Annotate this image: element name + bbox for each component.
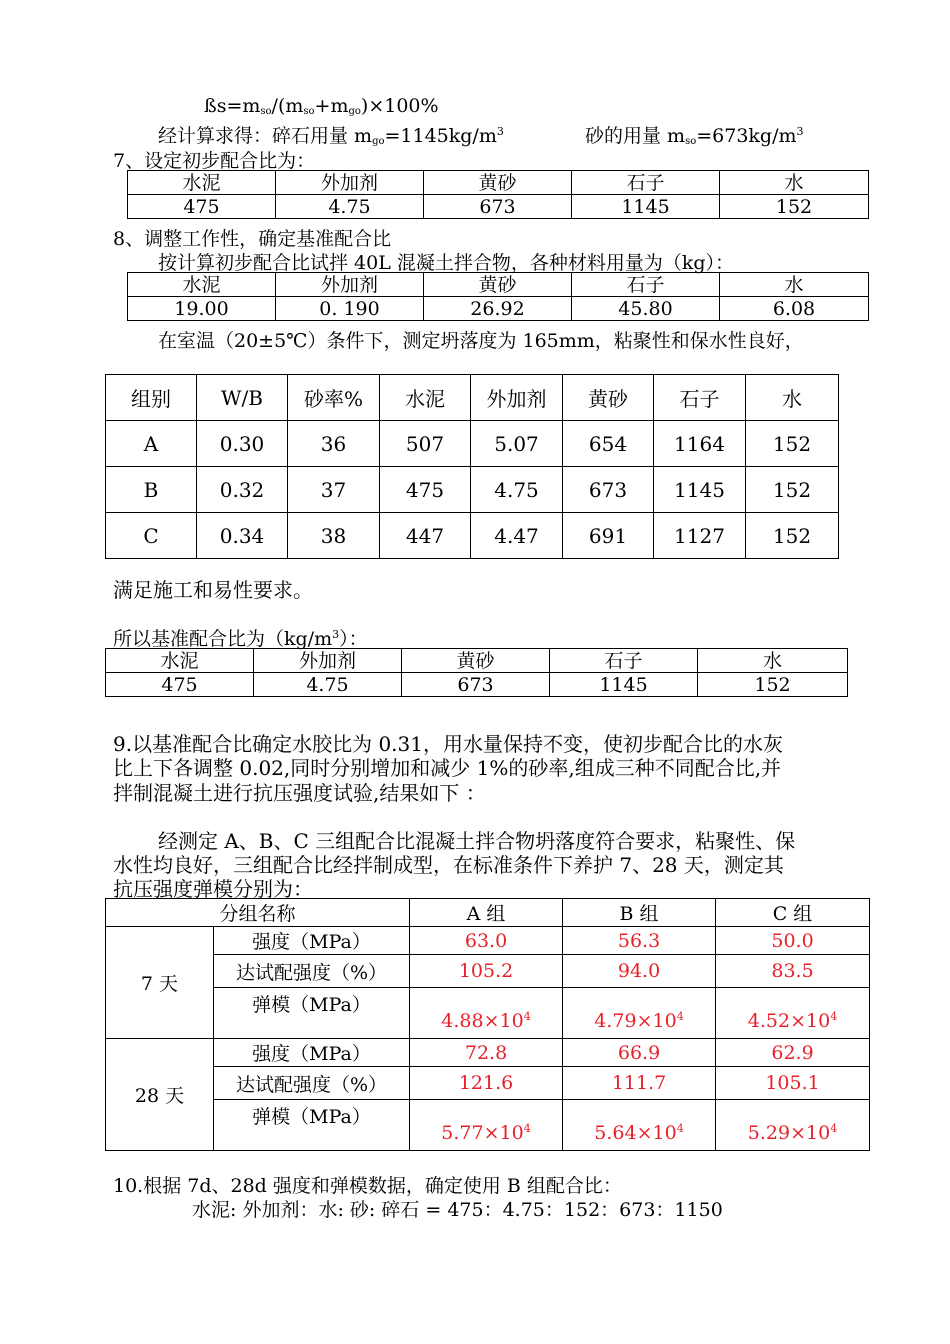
cell: 1145 <box>654 467 746 513</box>
header-cell: 水 <box>698 649 848 673</box>
header-cell: 外加剂 <box>471 375 563 421</box>
percent-value: 94.0 <box>563 955 716 988</box>
header-cell: 水 <box>720 171 869 195</box>
table-row <box>106 421 839 467</box>
step9-line3: 拌制混凝土进行抗压强度试验,结果如下 ： <box>113 781 486 805</box>
results-table <box>105 898 870 1151</box>
value-cell: 152 <box>720 195 869 219</box>
strength-value: 72.8 <box>410 1039 563 1067</box>
modulus-value: $5.64\times 10^4$ <box>563 1100 716 1151</box>
period-label: 7 天 <box>106 927 214 1039</box>
value-cell: 1145 <box>572 195 720 219</box>
period-label: 28 天 <box>106 1039 214 1151</box>
table-row <box>106 467 839 513</box>
cell: 152 <box>746 467 839 513</box>
header-cell: 砂率% <box>288 375 380 421</box>
step7-heading: 7、设定初步配合比为： <box>113 150 316 172</box>
cell: 36 <box>288 421 380 467</box>
beta-formula: $ßs=m_{so}/(m_{so}+m_{go})\times 100\%$ <box>204 95 439 117</box>
row-label: 弹模（MPa） <box>214 988 410 1039</box>
step9-line1: 9.以基准配合比确定水胶比为 0.31，用水量保持不变，使初步配合比的水灰 <box>113 732 783 756</box>
cell: 507 <box>380 421 471 467</box>
header-cell: 石子 <box>572 171 720 195</box>
table-row <box>106 673 848 697</box>
strength-value: 66.9 <box>563 1039 716 1067</box>
cell: 152 <box>746 513 839 559</box>
modulus-value: $4.79\times 10^4$ <box>563 988 716 1039</box>
header-cell: 黄砂 <box>424 171 572 195</box>
base-ratio-table <box>105 648 848 697</box>
modulus-value: $5.29\times 10^4$ <box>716 1100 870 1151</box>
step9-para2: 水性均良好，三组配合比经拌制成型，在标准条件下养护 7、28 天，测定其 <box>113 853 784 877</box>
value-cell: 475 <box>106 673 254 697</box>
table-row <box>106 927 870 955</box>
header-cell: 组别 <box>106 375 197 421</box>
header-cell: 水 <box>720 273 869 297</box>
table-row <box>128 297 869 321</box>
cell: 152 <box>746 421 839 467</box>
header-group-name: 分组名称 <box>106 899 410 927</box>
modulus-value: $5.77\times 10^4$ <box>410 1100 563 1151</box>
value-cell: 152 <box>698 673 848 697</box>
cell: 0.30 <box>197 421 288 467</box>
cell: 0.34 <box>197 513 288 559</box>
percent-value: 105.1 <box>716 1067 870 1100</box>
header-cell: 黄砂 <box>563 375 654 421</box>
table-header-row <box>128 171 869 195</box>
header-cell: W/B <box>197 375 288 421</box>
base-ratio-heading: 所以基准配合比为$(kg/m^3)$： <box>113 628 368 650</box>
cell: B <box>106 467 197 513</box>
header-cell: 外加剂 <box>276 273 424 297</box>
table-row <box>106 955 870 988</box>
step9-para3: 抗压强度弹模分别为： <box>113 877 313 901</box>
header-cell: 石子 <box>550 649 698 673</box>
percent-value: 111.7 <box>563 1067 716 1100</box>
groups-table <box>105 374 839 559</box>
step8-observation: 在室温（20±5℃）条件下，测定坍落度为 165mm，粘聚性和保水性良好， <box>158 330 804 352</box>
cell: C <box>106 513 197 559</box>
strength-value: 63.0 <box>410 927 563 955</box>
cell: 4.47 <box>471 513 563 559</box>
table-header-row <box>106 375 839 421</box>
table-row <box>106 1100 870 1151</box>
step9-line2: 比上下各调整 0.02,同时分别增加和减少 1%的砂率,组成三种不同配合比,并 <box>113 756 782 780</box>
step10-line2: 水泥: 外加剂：水: 砂: 碎石 = 475：4.75：152：673：1150 <box>192 1199 723 1221</box>
cell: 475 <box>380 467 471 513</box>
header-cell: 黄砂 <box>402 649 550 673</box>
cell: 1127 <box>654 513 746 559</box>
cell: 5.07 <box>471 421 563 467</box>
step10-line1: 10.根据 7d、28d 强度和弹模数据，确定使用 B 组配合比： <box>113 1175 622 1197</box>
table-header-row <box>106 899 870 927</box>
header-cell: C 组 <box>716 899 870 927</box>
value-cell: 45.80 <box>572 297 720 321</box>
percent-value: 83.5 <box>716 955 870 988</box>
cell: 4.75 <box>471 467 563 513</box>
table-row <box>106 1067 870 1100</box>
cell: 654 <box>563 421 654 467</box>
table-row <box>128 195 869 219</box>
strength-value: 50.0 <box>716 927 870 955</box>
table-row <box>106 988 870 1039</box>
header-cell: 石子 <box>654 375 746 421</box>
header-cell: 石子 <box>572 273 720 297</box>
header-cell: 水泥 <box>106 649 254 673</box>
strength-value: 62.9 <box>716 1039 870 1067</box>
row-label: 达试配强度（%） <box>214 1067 410 1100</box>
header-cell: 外加剂 <box>254 649 402 673</box>
value-cell: 1145 <box>550 673 698 697</box>
value-cell: 4.75 <box>276 195 424 219</box>
initial-mix-table <box>127 170 869 219</box>
satisfy-text: 满足施工和易性要求。 <box>113 578 313 602</box>
modulus-value: $4.88\times 10^4$ <box>410 988 563 1039</box>
gravel-result: 经计算求得：碎石用量 $m_{go}=1145kg/m^3$ <box>158 125 504 147</box>
value-cell: 26.92 <box>424 297 572 321</box>
cell: 38 <box>288 513 380 559</box>
trial-mix-table <box>127 272 869 321</box>
header-cell: A 组 <box>410 899 563 927</box>
cell: 1164 <box>654 421 746 467</box>
cell: 447 <box>380 513 471 559</box>
step8-heading: 8、调整工作性，确定基准配合比 <box>113 228 392 250</box>
header-cell: 黄砂 <box>424 273 572 297</box>
row-label: 强度（MPa） <box>214 1039 410 1067</box>
modulus-value: $4.52\times 10^4$ <box>716 988 870 1039</box>
value-cell: 673 <box>424 195 572 219</box>
header-cell: 水泥 <box>380 375 471 421</box>
row-label: 强度（MPa） <box>214 927 410 955</box>
header-cell: 水泥 <box>128 273 276 297</box>
cell: 37 <box>288 467 380 513</box>
cell: 691 <box>563 513 654 559</box>
step8-intro: 按计算初步配合比试拌 40L 混凝土拌合物，各种材料用量为（kg）： <box>158 252 735 274</box>
step9-para1: 经测定 A、B、C 三组配合比混凝土拌合物坍落度符合要求，粘聚性、保 <box>158 829 796 853</box>
cell: 673 <box>563 467 654 513</box>
table-row <box>106 513 839 559</box>
table-header-row <box>106 649 848 673</box>
table-row <box>106 1039 870 1067</box>
header-cell: 水 <box>746 375 839 421</box>
value-cell: 6.08 <box>720 297 869 321</box>
value-cell: 475 <box>128 195 276 219</box>
sand-result: 砂的用量 $m_{so}=673kg/m^3$ <box>585 125 804 147</box>
percent-value: 105.2 <box>410 955 563 988</box>
header-cell: B 组 <box>563 899 716 927</box>
table-header-row <box>128 273 869 297</box>
value-cell: 0. 190 <box>276 297 424 321</box>
percent-value: 121.6 <box>410 1067 563 1100</box>
value-cell: 673 <box>402 673 550 697</box>
cell: 0.32 <box>197 467 288 513</box>
value-cell: 4.75 <box>254 673 402 697</box>
row-label: 弹模（MPa） <box>214 1100 410 1151</box>
value-cell: 19.00 <box>128 297 276 321</box>
strength-value: 56.3 <box>563 927 716 955</box>
header-cell: 外加剂 <box>276 171 424 195</box>
header-cell: 水泥 <box>128 171 276 195</box>
row-label: 达试配强度（%） <box>214 955 410 988</box>
cell: A <box>106 421 197 467</box>
